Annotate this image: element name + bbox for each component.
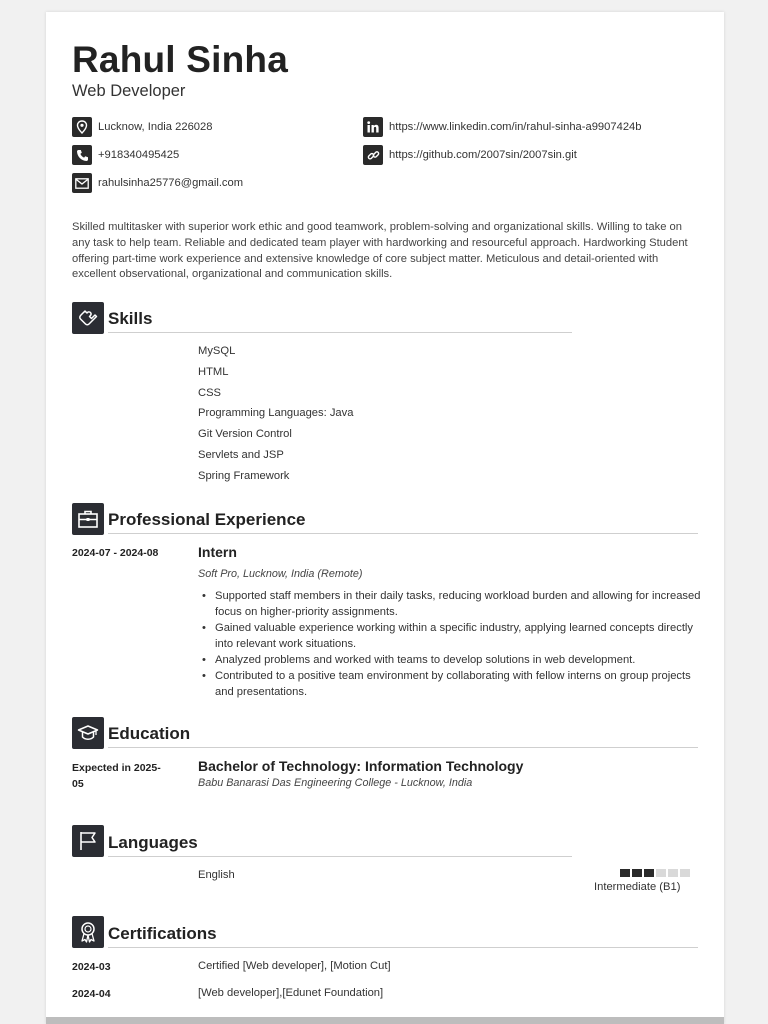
job-bullets — [198, 588, 703, 700]
certification-text: Certified [Web developer], [Motion Cut] — [198, 960, 391, 972]
language-level-label: Intermediate (B1) — [594, 881, 681, 893]
certifications-divider — [108, 947, 698, 948]
contact-phone — [72, 145, 179, 165]
level-segment — [656, 869, 666, 877]
candidate-name: Rahul Sinha — [72, 39, 288, 80]
contact-email — [72, 173, 243, 193]
location-pin-icon — [72, 117, 92, 137]
candidate-role: Web Developer — [72, 82, 186, 100]
degree-title: Bachelor of Technology: Information Technology — [198, 758, 524, 774]
level-segment — [680, 869, 690, 877]
job-company: Soft Pro, Lucknow, India (Remote) — [198, 568, 363, 580]
language-level-meter — [620, 869, 690, 877]
contact-phone-text[interactable]: +918340495425 — [98, 149, 180, 161]
certification-date: 2024-04 — [72, 988, 111, 1000]
school-name: Babu Banarasi Das Engineering College - Lucknow, India — [198, 777, 473, 789]
education-date-line1: Expected in 2025- — [72, 762, 161, 774]
education-date-line2: 05 — [72, 778, 84, 790]
skill-item: Spring Framework — [198, 470, 290, 482]
education-divider — [108, 747, 698, 748]
graduation-cap-icon — [72, 717, 104, 749]
job-title: Intern — [198, 544, 237, 560]
puzzle-icon — [72, 302, 104, 334]
skill-item: HTML — [198, 366, 229, 378]
education-heading: Education — [108, 724, 191, 743]
briefcase-icon — [72, 503, 104, 535]
skill-item: Git Version Control — [198, 428, 292, 440]
link-icon — [363, 145, 383, 165]
award-ribbon-icon — [72, 916, 104, 948]
viewer-bottom-bar — [46, 1017, 724, 1024]
contact-email-text[interactable]: rahulsinha25776@gmail.com — [98, 177, 244, 189]
skills-divider — [108, 332, 572, 333]
contact-address — [72, 117, 212, 137]
list-item: • Supported staff members in their daily tasks, reducing workload burden and allowing for increased focus on higher-priority assignments. — [198, 588, 703, 620]
skill-item: Programming Languages: Java — [198, 407, 354, 419]
linkedin-icon — [363, 117, 383, 137]
skill-item: CSS — [198, 387, 222, 399]
contact-linkedin-text[interactable]: https://www.linkedin.com/in/rahul-sinha-a9907424b — [389, 121, 642, 133]
skills-heading: Skills — [108, 309, 153, 328]
experience-heading: Professional Experience — [108, 510, 306, 529]
level-segment — [644, 869, 654, 877]
envelope-icon — [72, 173, 92, 193]
phone-icon — [72, 145, 92, 165]
level-segment — [620, 869, 630, 877]
languages-divider — [108, 856, 572, 857]
resume-page — [46, 12, 724, 1024]
language-name: English — [198, 869, 235, 881]
experience-divider — [108, 533, 698, 534]
flag-icon — [72, 825, 104, 857]
level-segment — [632, 869, 642, 877]
contact-github — [363, 145, 577, 165]
contact-address-text: Lucknow, India 226028 — [98, 121, 213, 133]
skill-item: MySQL — [198, 345, 236, 357]
contact-linkedin — [363, 117, 641, 137]
list-item: • Contributed to a positive team environment by collaborating with fellow interns on group projects and presentations. — [198, 668, 703, 700]
list-item: • Analyzed problems and worked with teams to develop solutions in web development. — [198, 652, 703, 668]
certification-date: 2024-03 — [72, 961, 111, 973]
professional-summary: Skilled multitasker with superior work ethic and good teamwork, problem-solving and organizational skills. Willing to take on any task to help team. Reliable and dedicated team player with hardworking and resourceful approach. Hardworking Student offering part-time work experience and extensive knowledge of core subject matter. Meticulous and detail-oriented with excellent observational, organizational and communication skills. — [72, 221, 688, 281]
certification-text: [Web developer],[Edunet Foundation] — [198, 987, 384, 999]
skill-item: Servlets and JSP — [198, 449, 284, 461]
experience-dates: 2024-07 - 2024-08 — [72, 547, 159, 559]
level-segment — [668, 869, 678, 877]
list-item: • Gained valuable experience working within a specific industry, applying learned concepts directly into relevant work situations. — [198, 620, 703, 652]
languages-heading: Languages — [108, 833, 198, 852]
contact-github-text[interactable]: https://github.com/2007sin/2007sin.git — [389, 149, 577, 161]
certifications-heading: Certifications — [108, 924, 217, 943]
